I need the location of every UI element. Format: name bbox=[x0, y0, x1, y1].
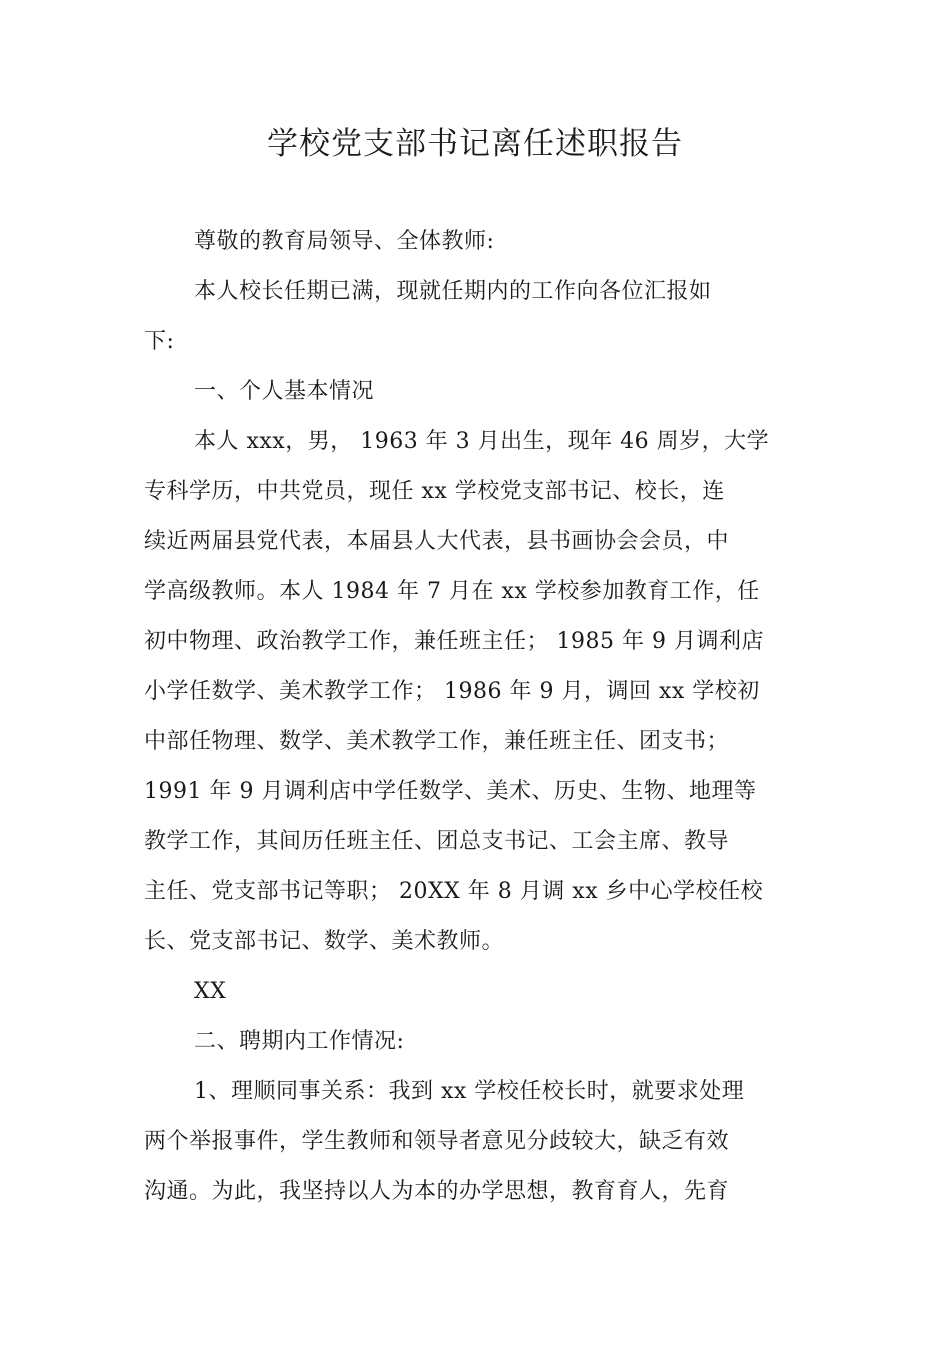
paragraph-line: 专科学历，中共党员，现任 xx 学校党支部书记、校长，连 bbox=[144, 479, 725, 504]
paragraph-line: 本人校长任期已满，现就任期内的工作向各位汇报如 bbox=[194, 279, 712, 304]
paragraph-line: 初中物理、政治教学工作，兼任班主任； 1985 年 9 月调利店 bbox=[144, 629, 764, 654]
document-title: 学校党支部书记离任述职报告 bbox=[267, 126, 683, 162]
section-heading: 二、聘期内工作情况: bbox=[194, 1029, 405, 1054]
paragraph-line: 中部任物理、数学、美术教学工作，兼任班主任、团支书； bbox=[144, 729, 730, 754]
paragraph-line: 学高级教师。本人 1984 年 7 月在 xx 学校参加教育工作，任 bbox=[144, 579, 760, 604]
paragraph-line: 小学任数学、美术教学工作； 1986 年 9 月，调回 xx 学校初 bbox=[144, 679, 760, 704]
paragraph-line: 1991 年 9 月调利店中学任数学、美术、历史、生物、地理等 bbox=[144, 779, 757, 804]
paragraph-line: 教学工作，其间历任班主任、团总支书记、工会主席、教导 bbox=[144, 829, 730, 854]
section-heading: 一、个人基本情况 bbox=[194, 379, 375, 404]
paragraph-line: 长、党支部书记、数学、美术教师。 bbox=[144, 929, 505, 954]
paragraph-line: XX bbox=[194, 979, 227, 1004]
paragraph-line: 下: bbox=[144, 329, 175, 354]
paragraph-line: 本人 xxx，男， 1963 年 3 月出生，现年 46 周岁，大学 bbox=[194, 429, 770, 454]
paragraph-line: 主任、党支部书记等职； 20XX 年 8 月调 xx 乡中心学校任校 bbox=[144, 879, 764, 904]
paragraph-line: 1、理顺同事关系：我到 xx 学校任校长时，就要求处理 bbox=[194, 1079, 745, 1104]
paragraph-line: 沟通。为此，我坚持以人为本的办学思想，教育育人，先育 bbox=[144, 1179, 730, 1204]
salutation-line: 尊敬的教育局领导、全体教师: bbox=[194, 229, 495, 254]
paragraph-line: 两个举报事件，学生教师和领导者意见分歧较大，缺乏有效 bbox=[144, 1129, 730, 1154]
paragraph-line: 续近两届县党代表，本届县人大代表，县书画协会会员，中 bbox=[144, 529, 730, 554]
